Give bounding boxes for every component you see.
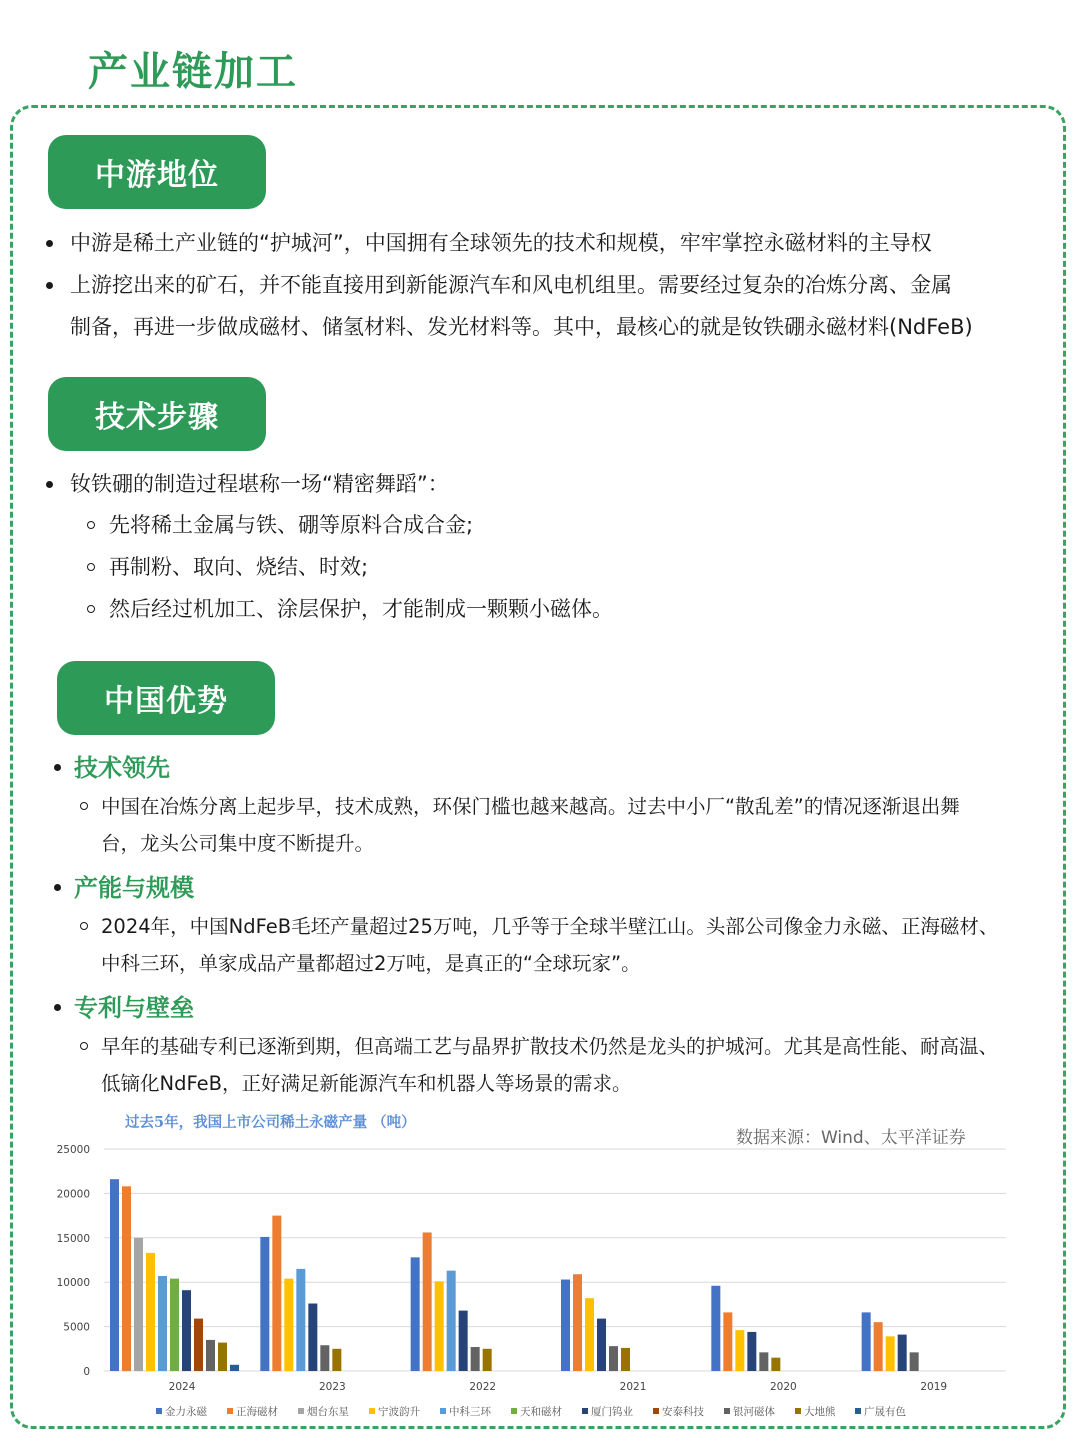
bar-厦门钨业-2020 — [747, 1332, 756, 1371]
sub-bullet-circle — [80, 1042, 88, 1050]
bar-正海磁材-2023 — [272, 1216, 281, 1371]
sub-bullet-circle — [87, 605, 95, 613]
bar-正海磁材-2021 — [573, 1274, 582, 1371]
bar-烟台东星-2024 — [134, 1238, 143, 1371]
x-tick-label: 2020 — [770, 1381, 797, 1393]
bar-厦门钨业-2024 — [182, 1290, 191, 1371]
bar-银河磁体-2022 — [471, 1347, 480, 1371]
legend-swatch — [724, 1408, 730, 1414]
bar-大地熊-2020 — [771, 1358, 780, 1371]
bar-中科三环-2024 — [158, 1276, 167, 1371]
tech-step-2: 再制粉、取向、烧结、时效; — [109, 555, 369, 579]
legend-label: 宁波韵升 — [378, 1406, 420, 1418]
bar-银河磁体-2024 — [206, 1340, 215, 1371]
bar-银河磁体-2019 — [910, 1352, 919, 1371]
legend-swatch — [511, 1408, 517, 1414]
bar-宁波韵升-2019 — [886, 1336, 895, 1371]
bar-正海磁材-2019 — [874, 1322, 883, 1371]
section-title-midstream: 中游地位 — [48, 135, 266, 209]
advantage-head-scale: 产能与规模 — [74, 874, 194, 902]
chart-svg — [40, 1105, 1040, 1425]
bar-中科三环-2022 — [447, 1271, 456, 1371]
x-tick-label: 2021 — [619, 1381, 647, 1393]
x-tick-label: 2019 — [920, 1381, 948, 1393]
legend-label: 银河磁体 — [733, 1406, 775, 1418]
legend-swatch — [653, 1408, 659, 1414]
midstream-bullet-1: 中游是稀土产业链的“护城河”，中国拥有全球领先的技术和规模，牢牢掌控永磁材料的主导权 — [70, 231, 932, 255]
legend-label: 正海磁材 — [236, 1406, 278, 1418]
advantage-head-tech: 技术领先 — [74, 754, 170, 782]
tech-step-1: 先将稀土金属与铁、硼等原料合成合金; — [109, 513, 474, 537]
bar-金力永磁-2023 — [260, 1237, 269, 1371]
sub-bullet-circle — [80, 802, 88, 810]
bar-金力永磁-2020 — [711, 1286, 720, 1371]
bar-厦门钨业-2019 — [898, 1335, 907, 1371]
x-tick-label: 2024 — [168, 1381, 196, 1393]
bar-正海磁材-2020 — [723, 1312, 732, 1371]
legend-swatch — [227, 1408, 233, 1414]
advantage-scale-line-2: 中科三环，单家成品产量都超过2万吨，是真正的“全球玩家”。 — [101, 952, 641, 975]
bar-大地熊-2021 — [621, 1348, 630, 1371]
y-tick-label: 0 — [83, 1366, 90, 1378]
bar-宁波韵升-2020 — [735, 1330, 744, 1371]
bar-安泰科技-2024 — [194, 1319, 203, 1371]
advantage-patent-line-2: 低镝化NdFeB，正好满足新能源汽车和机器人等场景的需求。 — [101, 1072, 632, 1095]
bar-天和磁材-2024 — [170, 1279, 179, 1371]
bar-宁波韵升-2021 — [585, 1298, 594, 1371]
bar-银河磁体-2021 — [609, 1346, 618, 1371]
production-chart — [40, 1105, 1040, 1425]
y-tick-label: 15000 — [56, 1232, 90, 1245]
y-tick-label: 10000 — [56, 1277, 90, 1290]
bar-厦门钨业-2023 — [308, 1304, 317, 1371]
midstream-bullet-2: 上游挖出来的矿石，并不能直接用到新能源汽车和风电机组里。需要经过复杂的冶炼分离、金属 — [70, 273, 952, 297]
advantage-scale-line-1: 2024年，中国NdFeB毛坯产量超过25万吨，几乎等于全球半壁江山。头部公司像金力永磁、正海磁材、 — [101, 915, 999, 938]
legend-label: 安泰科技 — [662, 1406, 704, 1418]
legend-swatch — [795, 1408, 801, 1414]
legend-label: 厦门钨业 — [591, 1406, 633, 1418]
bullet-dot — [54, 1004, 61, 1011]
bar-银河磁体-2020 — [759, 1352, 768, 1371]
legend-label: 金力永磁 — [165, 1406, 207, 1418]
bar-厦门钨业-2022 — [459, 1311, 468, 1371]
tech-steps-bullet: 钕铁硼的制造过程堪称一场“精密舞蹈”： — [70, 472, 449, 496]
bar-大地熊-2024 — [218, 1343, 227, 1371]
page-title: 产业链加工 — [88, 49, 298, 95]
bar-大地熊-2023 — [332, 1349, 341, 1371]
legend-swatch — [582, 1408, 588, 1414]
legend-swatch — [298, 1408, 304, 1414]
section-title-tech-steps: 技术步骤 — [48, 377, 266, 451]
legend-swatch — [440, 1408, 446, 1414]
bar-金力永磁-2024 — [110, 1179, 119, 1371]
advantage-head-patent: 专利与壁垒 — [74, 994, 194, 1022]
bar-正海磁材-2022 — [423, 1232, 432, 1371]
sub-bullet-circle — [80, 922, 88, 930]
bar-宁波韵升-2024 — [146, 1253, 155, 1371]
bar-金力永磁-2022 — [411, 1257, 420, 1371]
bar-银河磁体-2023 — [320, 1345, 329, 1371]
chart-title: 过去5年，我国上市公司稀土永磁产量 （吨） — [125, 1114, 416, 1131]
x-tick-label: 2023 — [319, 1381, 346, 1393]
bar-金力永磁-2021 — [561, 1280, 570, 1371]
advantage-patent-line-1: 早年的基础专利已逐渐到期，但高端工艺与晶界扩散技术仍然是龙头的护城河。尤其是高性能、耐高温、 — [101, 1035, 999, 1058]
section-title-advantage: 中国优势 — [57, 661, 275, 735]
legend-label: 中科三环 — [449, 1406, 491, 1418]
legend-label: 天和磁材 — [520, 1406, 562, 1418]
bar-厦门钨业-2021 — [597, 1319, 606, 1371]
legend-swatch — [855, 1408, 861, 1414]
bar-大地熊-2022 — [483, 1349, 492, 1371]
bullet-dot — [46, 240, 53, 247]
midstream-bullet-2-cont: 制备，再进一步做成磁材、储氢材料、发光材料等。其中，最核心的就是钕铁硼永磁材料(NdFeB) — [70, 315, 973, 339]
bar-金力永磁-2019 — [862, 1312, 871, 1371]
bar-中科三环-2023 — [296, 1269, 305, 1371]
chart-source: 数据来源：Wind、太平洋证券 — [736, 1128, 966, 1148]
legend-swatch — [156, 1408, 162, 1414]
y-tick-label: 5000 — [63, 1321, 90, 1334]
advantage-tech-line-1: 中国在冶炼分离上起步早，技术成熟，环保门槛也越来越高。过去中小厂“散乱差”的情况逐渐退出舞 — [101, 795, 960, 818]
y-tick-label: 25000 — [56, 1144, 90, 1156]
legend-label: 烟台东星 — [307, 1406, 349, 1418]
x-tick-label: 2022 — [469, 1381, 497, 1393]
legend-swatch — [369, 1408, 375, 1414]
advantage-tech-line-2: 台，龙头公司集中度不断提升。 — [101, 832, 375, 855]
bullet-dot — [54, 884, 61, 891]
legend-label: 广晟有色 — [864, 1406, 906, 1418]
bar-宁波韵升-2023 — [284, 1279, 293, 1371]
bar-正海磁材-2024 — [122, 1186, 131, 1371]
bar-广晟有色-2024 — [230, 1365, 239, 1371]
sub-bullet-circle — [87, 521, 95, 529]
bullet-dot — [54, 764, 61, 771]
bullet-dot — [46, 481, 53, 488]
tech-step-3: 然后经过机加工、涂层保护，才能制成一颗颗小磁体。 — [109, 597, 613, 621]
sub-bullet-circle — [87, 563, 95, 571]
bullet-dot — [46, 282, 53, 289]
legend-label: 大地熊 — [804, 1406, 836, 1418]
y-tick-label: 20000 — [56, 1188, 90, 1201]
bar-宁波韵升-2022 — [435, 1281, 444, 1371]
